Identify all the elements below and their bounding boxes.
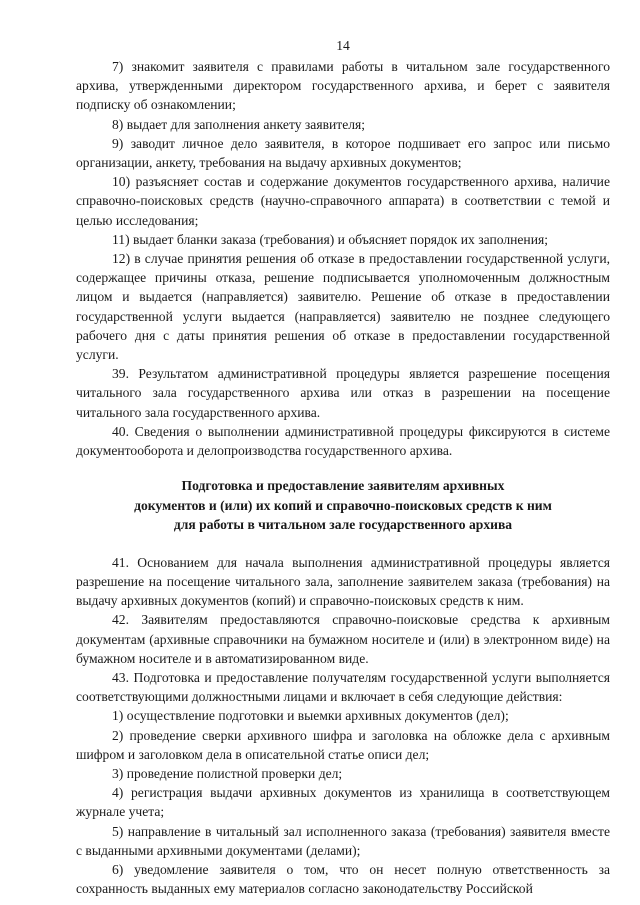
paragraph-42: 42. Заявителям предоставляются справочно-поисковые средства к архивным документам (архивные справочники на бумажном носителе и (или) в электронном виде) на бумажном носителе и в автоматизированном виде. bbox=[76, 612, 610, 666]
paragraph-item-7: 7) знакомит заявителя с правилами работы в читальном зале государственного архива, утвержденными директором государственного архива, и берет с заявителя подписку об ознакомлении; bbox=[76, 59, 610, 113]
list-item-5: 5) направление в читальный зал исполненного заказа (требования) заявителя вместе с выданными архивными документами (делами); bbox=[76, 823, 610, 858]
paragraph-item-11: 11) выдает бланки заказа (требования) и объясняет порядок их заполнения; bbox=[112, 231, 549, 247]
section-heading-line-1: Подготовка и предоставление заявителям архивных bbox=[181, 478, 505, 494]
paragraph-40: 40. Сведения о выполнении административной процедуры фиксируются в системе документооборота и делопроизводства государственного архива. bbox=[76, 423, 610, 459]
document-page bbox=[76, 36, 610, 898]
list-item-6: 6) уведомление заявителя о том, что он несет полную ответственность за сохранность выданных ему материалов согласно законодательству Российской bbox=[76, 862, 610, 897]
paragraph-item-8: 8) выдает для заполнения анкету заявителя; bbox=[112, 116, 366, 132]
paragraph-41: 41. Основанием для начала выполнения административной процедуры является разрешение на посещение читального зала, заполнение заявителем заказа (требования) на выдачу архивных документов (копий) и справочно-поисковых средств к ним. bbox=[76, 554, 610, 609]
paragraph-39: 39. Результатом административной процедуры является разрешение посещения читального зала государственного архива или отказ в разрешении на посещение читального зала государственного архива. bbox=[76, 366, 610, 420]
paragraph-item-9: 9) заводит личное дело заявителя, в которое подшивает его запрос или письмо организации, анкету, требования на выдачу архивных документов; bbox=[76, 135, 610, 171]
list-item-2: 2) проведение сверки архивного шифра и заголовка на обложке дела с архивным шифром и заголовком дела в описательной статье описи дел; bbox=[76, 727, 610, 762]
paragraph-item-10: 10) разъясняет состав и содержание документов государственного архива, наличие справочно-поисковых средств (научно-справочного аппарата) в соответствии с темой и целью исследования; bbox=[76, 174, 610, 228]
paragraph-43: 43. Подготовка и предоставление получателям государственной услуги выполняется соответствующими должностными лицами и включает в себя следующие действия: bbox=[76, 669, 610, 705]
section-heading-line-2: документов и (или) их копий и справочно-поисковых средств к ним bbox=[134, 497, 552, 513]
list-item-1: 1) осуществление подготовки и выемки архивных документов (дел); bbox=[112, 708, 509, 724]
list-item-3: 3) проведение полистной проверки дел; bbox=[112, 766, 343, 781]
paragraph-item-12: 12) в случае принятия решения об отказе в предоставлении государственной услуги, содержащее причины отказа, решение подписывается уполномоченным должностным лицом и выдается (направляется) заявителю. Решение об отказе в предоставлении государственной услуги выдается (направляется) заявителю не позднее следующего рабочего дня с даты принятия решения об отказе в предоставлении государственной услуги. bbox=[76, 251, 610, 363]
list-item-4: 4) регистрация выдачи архивных документов из хранилища в соответствующем журнале учета; bbox=[76, 785, 610, 820]
page-number: 14 bbox=[336, 38, 350, 53]
section-heading bbox=[76, 476, 610, 535]
section-heading-line-3: для работы в читальном зале государственного архива bbox=[173, 517, 513, 533]
